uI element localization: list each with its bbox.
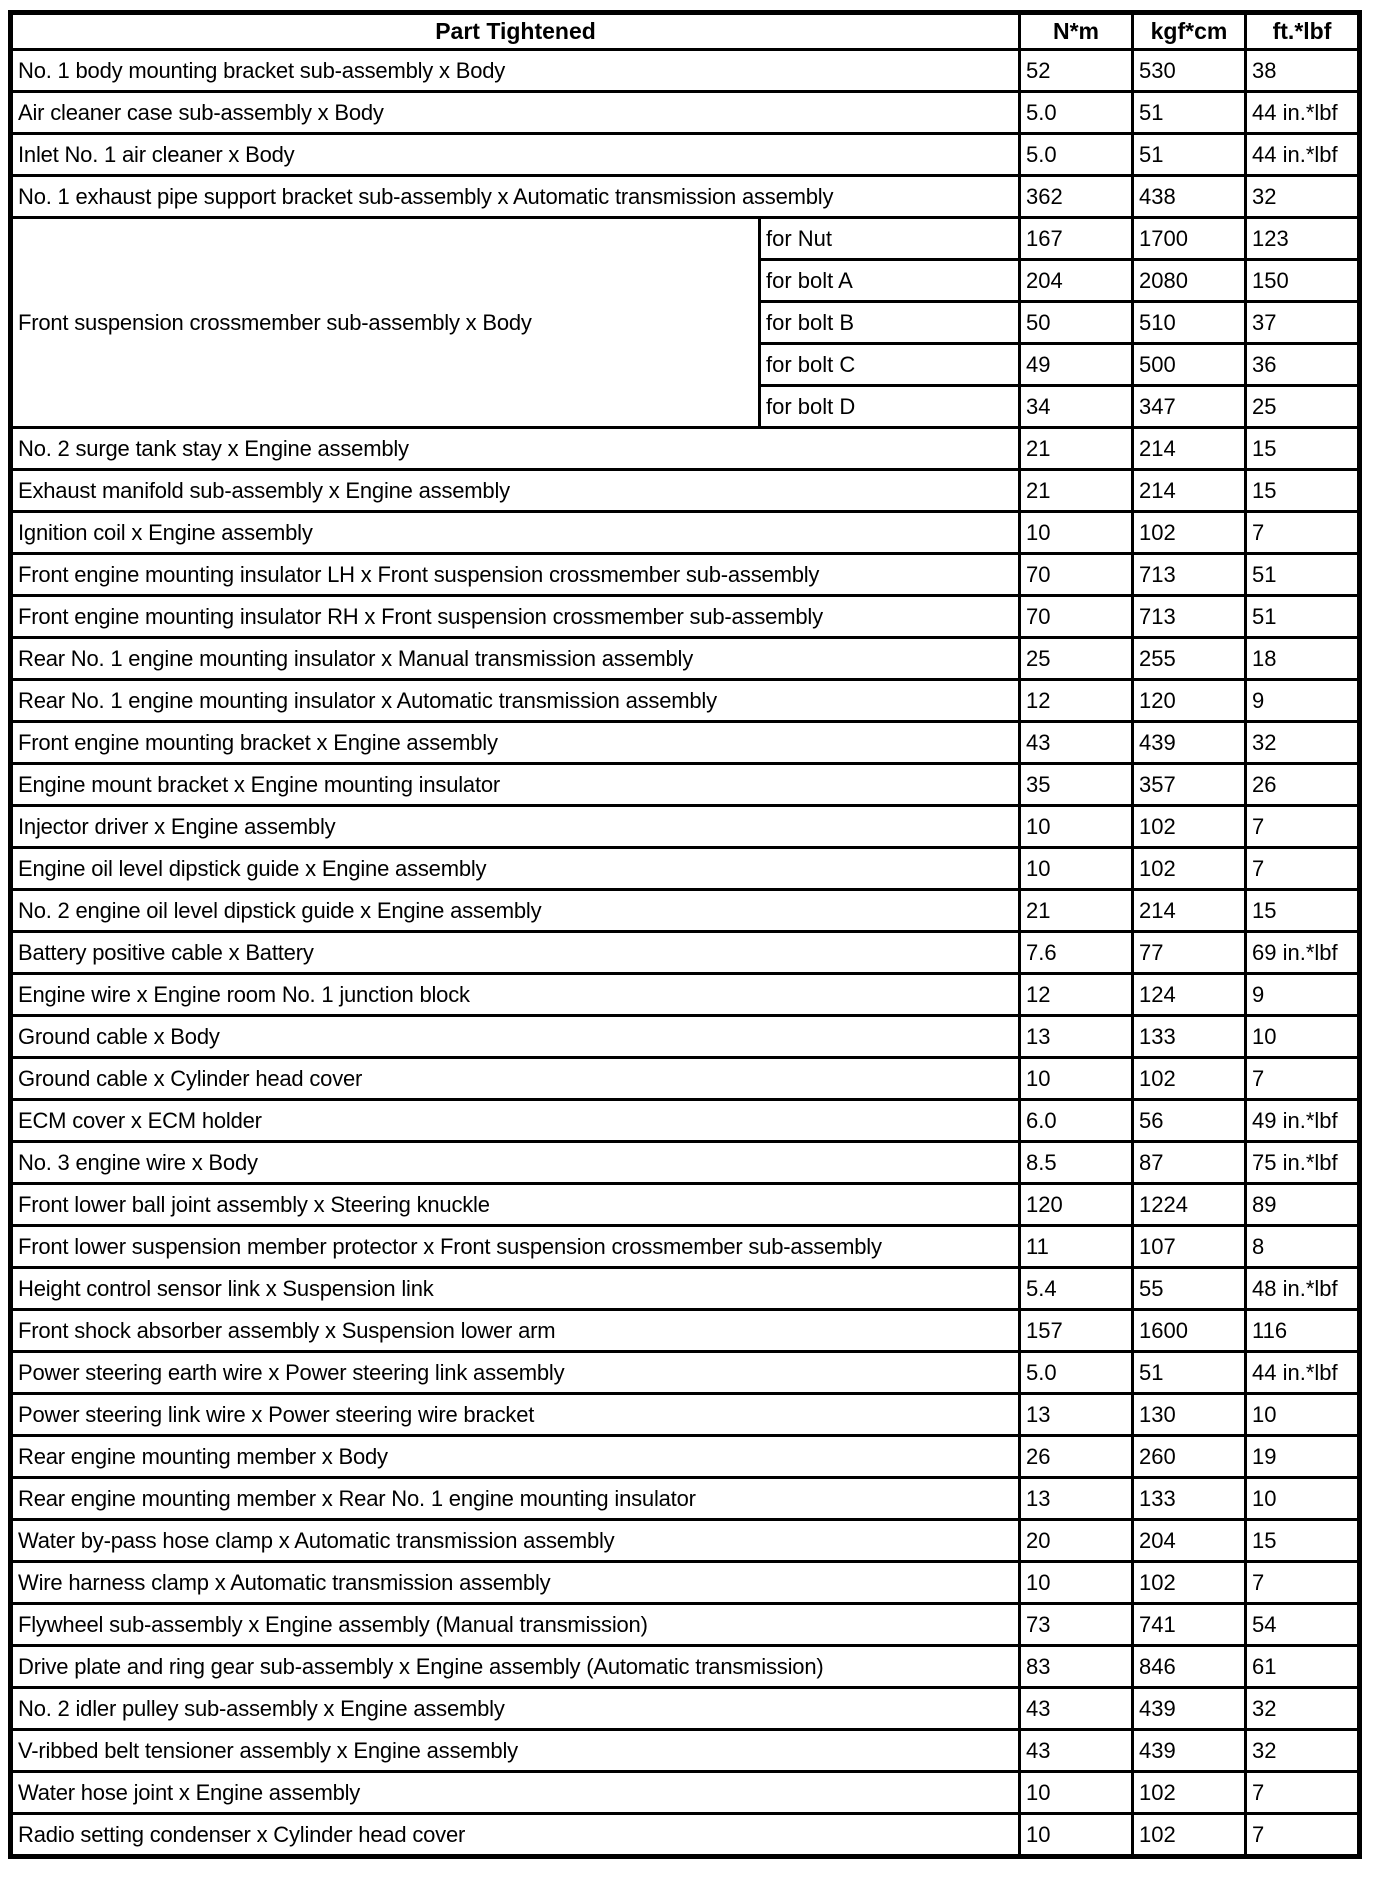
nm-cell: 34 (1020, 386, 1133, 428)
kgfcm-cell: 102 (1133, 512, 1246, 554)
table-row (11, 512, 1360, 554)
kgfcm-cell: 102 (1133, 806, 1246, 848)
table-body (11, 50, 1360, 1857)
kgfcm-cell: 55 (1133, 1268, 1246, 1310)
table-row (11, 1268, 1360, 1310)
header-row (11, 13, 1360, 50)
table-row (11, 1100, 1360, 1142)
nm-cell: 10 (1020, 806, 1133, 848)
part-cell: No. 1 exhaust pipe support bracket sub-assembly x Automatic transmission assembly (11, 176, 1020, 218)
ftlbf-cell: 26 (1246, 764, 1360, 806)
ftlbf-cell: 10 (1246, 1478, 1360, 1520)
kgfcm-cell: 347 (1133, 386, 1246, 428)
kgfcm-cell: 133 (1133, 1016, 1246, 1058)
ftlbf-cell: 19 (1246, 1436, 1360, 1478)
table-row (11, 1772, 1360, 1814)
nm-cell: 11 (1020, 1226, 1133, 1268)
col-header-part-tightened: Part Tightened (11, 13, 1020, 50)
nm-cell: 20 (1020, 1520, 1133, 1562)
ftlbf-cell: 89 (1246, 1184, 1360, 1226)
part-cell: Front engine mounting insulator RH x Front suspension crossmember sub-assembly (11, 596, 1020, 638)
part-cell: Power steering link wire x Power steering wire bracket (11, 1394, 1020, 1436)
ftlbf-cell: 7 (1246, 512, 1360, 554)
table-row (11, 1646, 1360, 1688)
ftlbf-cell: 49 in.*lbf (1246, 1100, 1360, 1142)
part-cell: Exhaust manifold sub-assembly x Engine assembly (11, 470, 1020, 512)
kgfcm-cell: 260 (1133, 1436, 1246, 1478)
table-row (11, 1604, 1360, 1646)
ftlbf-cell: 75 in.*lbf (1246, 1142, 1360, 1184)
part-cell: Rear engine mounting member x Body (11, 1436, 1020, 1478)
nm-cell: 12 (1020, 680, 1133, 722)
ftlbf-cell: 51 (1246, 554, 1360, 596)
kgfcm-cell: 102 (1133, 848, 1246, 890)
kgfcm-cell: 713 (1133, 596, 1246, 638)
table-row (11, 1058, 1360, 1100)
col-header-kgfcm: kgf*cm (1133, 13, 1246, 50)
part-cell: Ground cable x Cylinder head cover (11, 1058, 1020, 1100)
nm-cell: 13 (1020, 1394, 1133, 1436)
part-cell: Engine wire x Engine room No. 1 junction block (11, 974, 1020, 1016)
kgfcm-cell: 214 (1133, 890, 1246, 932)
table-row (11, 1352, 1360, 1394)
part-cell: No. 3 engine wire x Body (11, 1142, 1020, 1184)
nm-cell: 8.5 (1020, 1142, 1133, 1184)
nm-cell: 10 (1020, 1772, 1133, 1814)
table-row (11, 806, 1360, 848)
table-row (11, 1142, 1360, 1184)
table-row (11, 1016, 1360, 1058)
part-cell: Inlet No. 1 air cleaner x Body (11, 134, 1020, 176)
nm-cell: 13 (1020, 1016, 1133, 1058)
ftlbf-cell: 9 (1246, 680, 1360, 722)
sub-label-cell: for Nut (760, 218, 1020, 260)
kgfcm-cell: 530 (1133, 50, 1246, 92)
part-cell: Engine mount bracket x Engine mounting insulator (11, 764, 1020, 806)
table-row (11, 1394, 1360, 1436)
part-cell: Height control sensor link x Suspension link (11, 1268, 1020, 1310)
nm-cell: 10 (1020, 1058, 1133, 1100)
part-cell: Rear No. 1 engine mounting insulator x Manual transmission assembly (11, 638, 1020, 680)
table-row (11, 890, 1360, 932)
nm-cell: 5.0 (1020, 1352, 1133, 1394)
kgfcm-cell: 130 (1133, 1394, 1246, 1436)
kgfcm-cell: 102 (1133, 1772, 1246, 1814)
table-row (11, 176, 1360, 218)
part-cell: Front shock absorber assembly x Suspension lower arm (11, 1310, 1020, 1352)
nm-cell: 13 (1020, 1478, 1133, 1520)
nm-cell: 25 (1020, 638, 1133, 680)
ftlbf-cell: 7 (1246, 806, 1360, 848)
ftlbf-cell: 25 (1246, 386, 1360, 428)
kgfcm-cell: 1224 (1133, 1184, 1246, 1226)
part-cell: Engine oil level dipstick guide x Engine assembly (11, 848, 1020, 890)
ftlbf-cell: 18 (1246, 638, 1360, 680)
kgfcm-cell: 102 (1133, 1058, 1246, 1100)
table-row (11, 1520, 1360, 1562)
table-row (11, 932, 1360, 974)
ftlbf-cell: 15 (1246, 470, 1360, 512)
ftlbf-cell: 48 in.*lbf (1246, 1268, 1360, 1310)
nm-cell: 5.0 (1020, 134, 1133, 176)
nm-cell: 21 (1020, 470, 1133, 512)
kgfcm-cell: 51 (1133, 134, 1246, 176)
part-cell: No. 2 idler pulley sub-assembly x Engine assembly (11, 1688, 1020, 1730)
part-cell: Front engine mounting insulator LH x Front suspension crossmember sub-assembly (11, 554, 1020, 596)
kgfcm-cell: 204 (1133, 1520, 1246, 1562)
kgfcm-cell: 124 (1133, 974, 1246, 1016)
nm-cell: 362 (1020, 176, 1133, 218)
table-row (11, 764, 1360, 806)
kgfcm-cell: 102 (1133, 1814, 1246, 1857)
ftlbf-cell: 15 (1246, 890, 1360, 932)
nm-cell: 50 (1020, 302, 1133, 344)
table-row (11, 638, 1360, 680)
table-row (11, 1436, 1360, 1478)
table-row (11, 1814, 1360, 1857)
part-cell: Rear engine mounting member x Rear No. 1 engine mounting insulator (11, 1478, 1020, 1520)
kgfcm-cell: 51 (1133, 1352, 1246, 1394)
nm-cell: 73 (1020, 1604, 1133, 1646)
kgfcm-cell: 846 (1133, 1646, 1246, 1688)
table-row (11, 722, 1360, 764)
nm-cell: 35 (1020, 764, 1133, 806)
part-cell: ECM cover x ECM holder (11, 1100, 1020, 1142)
part-cell: Front engine mounting bracket x Engine assembly (11, 722, 1020, 764)
kgfcm-cell: 87 (1133, 1142, 1246, 1184)
nm-cell: 167 (1020, 218, 1133, 260)
table-row (11, 1226, 1360, 1268)
nm-cell: 49 (1020, 344, 1133, 386)
kgfcm-cell: 51 (1133, 92, 1246, 134)
nm-cell: 5.4 (1020, 1268, 1133, 1310)
kgfcm-cell: 56 (1133, 1100, 1246, 1142)
nm-cell: 10 (1020, 1562, 1133, 1604)
part-cell: Front lower suspension member protector x Front suspension crossmember sub-assembly (11, 1226, 1020, 1268)
kgfcm-cell: 107 (1133, 1226, 1246, 1268)
kgfcm-cell: 2080 (1133, 260, 1246, 302)
part-cell: No. 2 engine oil level dipstick guide x Engine assembly (11, 890, 1020, 932)
table-row (11, 848, 1360, 890)
kgfcm-cell: 741 (1133, 1604, 1246, 1646)
nm-cell: 10 (1020, 848, 1133, 890)
ftlbf-cell: 32 (1246, 1688, 1360, 1730)
part-cell: No. 1 body mounting bracket sub-assembly x Body (11, 50, 1020, 92)
kgfcm-cell: 510 (1133, 302, 1246, 344)
sub-label-cell: for bolt B (760, 302, 1020, 344)
nm-cell: 10 (1020, 512, 1133, 554)
nm-cell: 10 (1020, 1814, 1133, 1857)
kgfcm-cell: 255 (1133, 638, 1246, 680)
sub-label-cell: for bolt C (760, 344, 1020, 386)
nm-cell: 70 (1020, 554, 1133, 596)
kgfcm-cell: 500 (1133, 344, 1246, 386)
ftlbf-cell: 10 (1246, 1016, 1360, 1058)
nm-cell: 43 (1020, 1730, 1133, 1772)
part-cell: Flywheel sub-assembly x Engine assembly (Manual transmission) (11, 1604, 1020, 1646)
table-row (11, 680, 1360, 722)
kgfcm-cell: 438 (1133, 176, 1246, 218)
nm-cell: 12 (1020, 974, 1133, 1016)
table-row (11, 92, 1360, 134)
ftlbf-cell: 9 (1246, 974, 1360, 1016)
table-row (11, 1184, 1360, 1226)
ftlbf-cell: 38 (1246, 50, 1360, 92)
ftlbf-cell: 54 (1246, 1604, 1360, 1646)
ftlbf-cell: 7 (1246, 848, 1360, 890)
table-row (11, 218, 1360, 260)
part-cell: Rear No. 1 engine mounting insulator x Automatic transmission assembly (11, 680, 1020, 722)
ftlbf-cell: 150 (1246, 260, 1360, 302)
part-cell: Wire harness clamp x Automatic transmission assembly (11, 1562, 1020, 1604)
part-cell: Drive plate and ring gear sub-assembly x Engine assembly (Automatic transmission) (11, 1646, 1020, 1688)
nm-cell: 43 (1020, 1688, 1133, 1730)
kgfcm-cell: 214 (1133, 428, 1246, 470)
kgfcm-cell: 439 (1133, 722, 1246, 764)
nm-cell: 70 (1020, 596, 1133, 638)
kgfcm-cell: 1600 (1133, 1310, 1246, 1352)
ftlbf-cell: 15 (1246, 1520, 1360, 1562)
ftlbf-cell: 32 (1246, 176, 1360, 218)
nm-cell: 21 (1020, 890, 1133, 932)
kgfcm-cell: 133 (1133, 1478, 1246, 1520)
ftlbf-cell: 69 in.*lbf (1246, 932, 1360, 974)
nm-cell: 7.6 (1020, 932, 1133, 974)
kgfcm-cell: 439 (1133, 1730, 1246, 1772)
part-cell: Ignition coil x Engine assembly (11, 512, 1020, 554)
kgfcm-cell: 1700 (1133, 218, 1246, 260)
table-row (11, 554, 1360, 596)
nm-cell: 43 (1020, 722, 1133, 764)
ftlbf-cell: 61 (1246, 1646, 1360, 1688)
kgfcm-cell: 439 (1133, 1688, 1246, 1730)
part-cell: Battery positive cable x Battery (11, 932, 1020, 974)
table-row (11, 1478, 1360, 1520)
part-cell: Front suspension crossmember sub-assembly x Body (11, 218, 760, 428)
part-cell: Radio setting condenser x Cylinder head cover (11, 1814, 1020, 1857)
part-cell: Injector driver x Engine assembly (11, 806, 1020, 848)
ftlbf-cell: 32 (1246, 1730, 1360, 1772)
nm-cell: 6.0 (1020, 1100, 1133, 1142)
kgfcm-cell: 102 (1133, 1562, 1246, 1604)
ftlbf-cell: 7 (1246, 1814, 1360, 1857)
part-cell: No. 2 surge tank stay x Engine assembly (11, 428, 1020, 470)
ftlbf-cell: 7 (1246, 1058, 1360, 1100)
nm-cell: 157 (1020, 1310, 1133, 1352)
ftlbf-cell: 32 (1246, 722, 1360, 764)
nm-cell: 21 (1020, 428, 1133, 470)
ftlbf-cell: 15 (1246, 428, 1360, 470)
ftlbf-cell: 123 (1246, 218, 1360, 260)
table-row (11, 50, 1360, 92)
ftlbf-cell: 37 (1246, 302, 1360, 344)
table-row (11, 470, 1360, 512)
part-cell: Front lower ball joint assembly x Steering knuckle (11, 1184, 1020, 1226)
table-row (11, 596, 1360, 638)
kgfcm-cell: 357 (1133, 764, 1246, 806)
nm-cell: 204 (1020, 260, 1133, 302)
ftlbf-cell: 36 (1246, 344, 1360, 386)
part-cell: Air cleaner case sub-assembly x Body (11, 92, 1020, 134)
ftlbf-cell: 44 in.*lbf (1246, 134, 1360, 176)
table-row (11, 974, 1360, 1016)
nm-cell: 120 (1020, 1184, 1133, 1226)
kgfcm-cell: 713 (1133, 554, 1246, 596)
ftlbf-cell: 44 in.*lbf (1246, 92, 1360, 134)
table-row (11, 1310, 1360, 1352)
part-cell: Water by-pass hose clamp x Automatic transmission assembly (11, 1520, 1020, 1562)
table-row (11, 428, 1360, 470)
sub-label-cell: for bolt D (760, 386, 1020, 428)
ftlbf-cell: 51 (1246, 596, 1360, 638)
kgfcm-cell: 77 (1133, 932, 1246, 974)
nm-cell: 52 (1020, 50, 1133, 92)
ftlbf-cell: 10 (1246, 1394, 1360, 1436)
ftlbf-cell: 8 (1246, 1226, 1360, 1268)
table-row (11, 1730, 1360, 1772)
nm-cell: 83 (1020, 1646, 1133, 1688)
ftlbf-cell: 44 in.*lbf (1246, 1352, 1360, 1394)
kgfcm-cell: 214 (1133, 470, 1246, 512)
part-cell: Power steering earth wire x Power steering link assembly (11, 1352, 1020, 1394)
table-row (11, 1688, 1360, 1730)
ftlbf-cell: 116 (1246, 1310, 1360, 1352)
kgfcm-cell: 120 (1133, 680, 1246, 722)
part-cell: Ground cable x Body (11, 1016, 1020, 1058)
part-cell: Water hose joint x Engine assembly (11, 1772, 1020, 1814)
table-row (11, 134, 1360, 176)
nm-cell: 5.0 (1020, 92, 1133, 134)
table-row (11, 1562, 1360, 1604)
torque-spec-table (8, 10, 1362, 1859)
col-header-ftlbf: ft.*lbf (1246, 13, 1360, 50)
ftlbf-cell: 7 (1246, 1772, 1360, 1814)
part-cell: V-ribbed belt tensioner assembly x Engine assembly (11, 1730, 1020, 1772)
ftlbf-cell: 7 (1246, 1562, 1360, 1604)
nm-cell: 26 (1020, 1436, 1133, 1478)
col-header-nm: N*m (1020, 13, 1133, 50)
sub-label-cell: for bolt A (760, 260, 1020, 302)
